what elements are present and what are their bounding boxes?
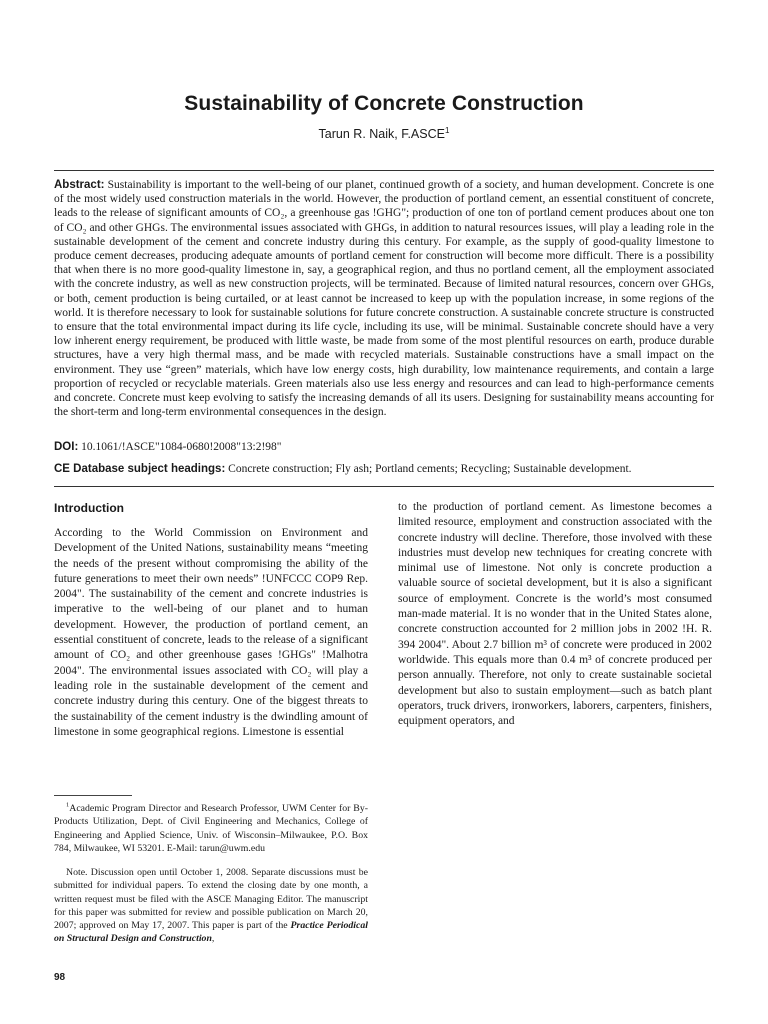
subject-headings-label: CE Database subject headings: [54, 463, 226, 475]
footnote-rule [54, 795, 132, 796]
introduction-left-column: According to the World Commission on Environment and Development of the United Nations, sustainability means “meeting the needs of the present without compromising the ability of the future generations to meet their own needs” !UNFCCC COP9 Rep. 2004". The sustainability of the cement and concrete industries is imperative to the well-being of our planet and to human development. However, the production of portland cement, an essential constituent of concrete, leads to the release of a significant amount of CO₂ and other greenhouse gases !GHGs" !Malhotra 2004". The environmental issues associated with CO₂ will play a leading role in the sustainable development of the cement and concrete industry during this century. One of the biggest threats to the sustainability of the cement industry is the dwindling amount of limestone in some geographical regions. Limestone is essential [54, 527, 368, 738]
author-footnote-mark: 1 [444, 125, 450, 135]
author-line [0, 127, 768, 141]
subject-headings-line [54, 462, 714, 476]
doi-line [54, 440, 714, 454]
doi-value: 10.1061/!ASCE"1084-0680!2008"13:2!98" [81, 441, 282, 453]
abstract-text: Sustainability is important to the well-being of our planet, continued growth of a society, and human development. Concrete is one of the most widely used construction materials in the world. However, the production of portland cement, an essential constituent of concrete, leads to the release of significant amounts of CO₂, a greenhouse gas !GHG"; production of one ton of portland cement produces about one ton of CO₂ and other GHGs. The environmental issues associated with GHGs, in addition to natural resources issues, will play a leading role in the sustainable development of the cement and concrete industry during this century. For example, as the supply of good-quality limestone to produce cement decreases, producing adequate amounts of portland cement for construction will become more difficult. There is a possibility that when there is no more good-quality limestone in, say, a geographical region, and thus no portland cement, all the employment associated with the concrete industry, as well as new construction projects, will be terminated. Because of limited natural resources, concern over GHGs, or both, cement production is being curtailed, or at least cannot be increased to keep up with the population increase, in some regions of the world. It is therefore necessary to look for sustainable solutions for future concrete construction. A sustainable concrete structure is constructed to ensure that the total environmental impact during its life cycle, including its use, will be minimal. Sustainable concrete should have a very low inherent energy requirement, be produced with little waste, be made from some of the most plentiful resources on earth, produce durable structures, have a very high thermal mass, and be made with recycled materials. Sustainable constructions have a small impact on the environment. They use “green” materials, which have low energy costs, high durability, low maintenance requirements, and contain a large proportion of recycled or recyclable materials. Green materials also use less energy and resources and can lead to high-performance cements and concrete. Concrete must keep evolving to satisfy the increasing demands of all its users. Designing for sustainability means accounting for the short-term and long-term environmental consequences in the design. [54, 179, 715, 419]
note-text: Note. Discussion open until October 1, 2008. Separate discussions must be submitted for individual papers. To extend the closing date by one month, a written request must be filed with the ASCE Managing Editor. The manuscript for this paper was submitted for review and possible publication on March 20, 2007; approved on May 17, 2007. This paper is part of the [54, 867, 368, 932]
section-rule [54, 486, 714, 487]
doi-label: DOI: [54, 441, 79, 453]
top-rule [54, 170, 714, 171]
introduction-heading: Introduction [54, 501, 124, 515]
discussion-note [54, 866, 368, 946]
affiliation-text: Academic Program Director and Research Professor, UWM Center for By-Products Utilization, Dept. of Civil Engineering and Mechanics, College of Engineering and Applied Science, Univ. of Wisconsin–Milwaukee, P.O. Box 784, Milwaukee, WI 53201. E-Mail: tarun@uwm.edu [54, 803, 368, 854]
page-number: 98 [54, 972, 66, 983]
introduction-right-column: to the production of portland cement. As limestone becomes a limited resource, employment and construction associated with the concrete industry will decline. Therefore, those involved with these industries must develop new techniques for creating concrete with minimal use of limestone. Not only is concrete production a valuable source of societal development, but it is also a significant source of employment. Concrete is the world’s most consumed man-made material. It is no wonder that in the United States alone, concrete construction accounted for 2 million jobs in 2002 !H. R. 394 2004". About 2.7 billion m³ of concrete were produced in 2002 worldwide. This equals more than 0.4 m³ of concrete produced per person annually. Therefore, not only to create sustainable societal development but also to sustain employment—such as batch plant operators, truck drivers, ironworkers, laborers, carpenters, finishers, equipment operators, and [398, 501, 712, 728]
journal-name: Practice Periodical on Structural Design and Construction [54, 920, 368, 945]
subject-headings-value: Concrete construction; Fly ash; Portland cements; Recycling; Sustainable development. [228, 463, 632, 475]
affiliation-footnote-mark: 1 [66, 801, 70, 809]
author-name: Tarun R. Naik, F.ASCE [318, 127, 445, 141]
abstract-label: Abstract: [54, 179, 105, 191]
abstract [54, 178, 714, 419]
affiliation-footnote [54, 802, 368, 855]
note-tail: , [211, 933, 215, 945]
paper-title: Sustainability of Concrete Construction [184, 92, 584, 115]
introduction-heading-wrap [54, 501, 368, 527]
